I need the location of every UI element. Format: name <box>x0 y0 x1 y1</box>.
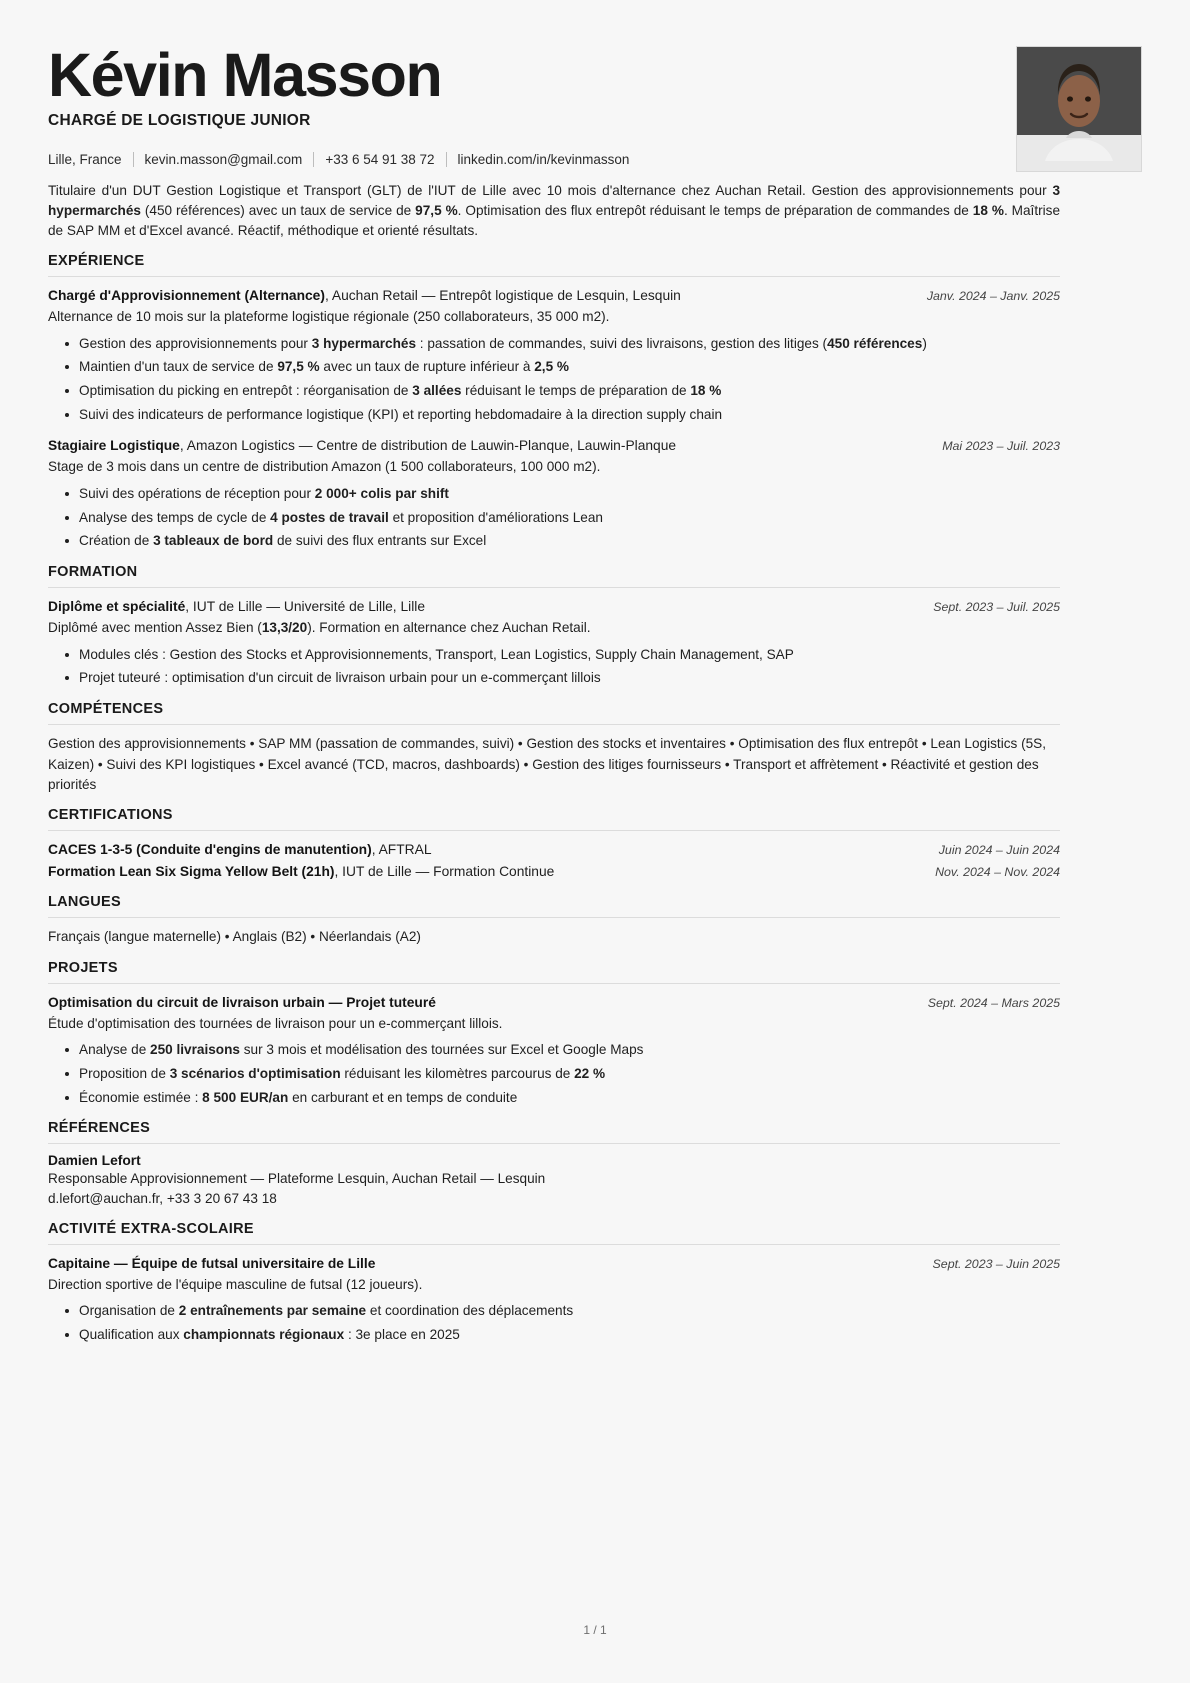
professional-summary <box>48 181 1060 241</box>
list-item <box>78 531 1060 552</box>
bullet-highlight: 3 hypermarchés <box>311 335 417 351</box>
contact-divider-icon <box>313 152 314 167</box>
list-item <box>78 668 1060 689</box>
section-references <box>48 1120 1060 1208</box>
summary-text: Titulaire d'un DUT Gestion Logistique et Transport (GLT) de l'IUT de Lille avec 10 mois d'alternance chez Auchan Retail. Gestion des approvisionnements pour <box>48 182 1053 198</box>
contact-line <box>48 152 1060 167</box>
section-heading-competences: COMPÉTENCES <box>48 701 164 718</box>
certification-name: CACES 1-3-5 (Conduite d'engins de manutention) <box>48 842 372 858</box>
bullet-text: Qualification aux <box>79 1327 184 1343</box>
bullet-highlight: 3 allées <box>412 383 462 399</box>
entry-bullet-list <box>48 1040 1060 1108</box>
list-item <box>78 334 1060 355</box>
job-title: CHARGÉ DE LOGISTIQUE JUNIOR <box>48 111 311 129</box>
project-entry <box>48 993 1060 1109</box>
list-item <box>78 381 1060 402</box>
list-item <box>78 484 1060 505</box>
extra-entry <box>48 1254 1060 1346</box>
entry-header <box>48 436 1060 456</box>
bullet-highlight: 4 postes de travail <box>270 509 389 525</box>
bullet-text: et coordination des déplacements <box>366 1303 574 1319</box>
summary-highlight: 18 % <box>972 202 1004 218</box>
bullet-text: avec un taux de rupture inférieur à <box>319 359 535 375</box>
entry-title <box>48 436 676 456</box>
entry-description: Alternance de 10 mois sur la plateforme logistique régionale (250 collaborateurs, 35 000 m2). <box>48 309 610 325</box>
bullet-highlight: 250 livraisons <box>150 1042 240 1058</box>
bullet-text: : passation de commandes, suivi des livraisons, gestion des litiges ( <box>416 335 828 351</box>
entry-date: Janv. 2024 – Janv. 2025 <box>926 289 1060 304</box>
entry-date: Sept. 2023 – Juil. 2025 <box>933 600 1060 615</box>
list-item <box>78 405 1060 426</box>
experience-entry <box>48 286 1060 425</box>
entry-title <box>48 597 425 617</box>
bullet-text: réduisant le temps de préparation de <box>461 383 691 399</box>
section-heading-projets: PROJETS <box>48 959 118 976</box>
list-item <box>78 357 1060 378</box>
entry-organisation: , Auchan Retail — Entrepôt logistique de Lesquin, Lesquin <box>324 288 681 304</box>
section-divider <box>48 1143 1060 1144</box>
contact-location: Lille, France <box>48 151 122 167</box>
entry-description <box>48 618 1060 638</box>
section-divider <box>48 1244 1060 1245</box>
bullet-highlight: 3 tableaux de bord <box>153 533 274 549</box>
section-formation <box>48 564 1060 689</box>
description-text: ). Formation en alternance chez Auchan Retail. <box>307 620 591 636</box>
contact-email[interactable]: kevin.masson@gmail.com <box>144 151 303 167</box>
bullet-text: Analyse de <box>79 1042 151 1058</box>
contact-linkedin[interactable]: linkedin.com/in/kevinmasson <box>457 151 630 167</box>
bullet-text: Proposition de <box>79 1066 170 1082</box>
certification-date: Juin 2024 – Juin 2024 <box>938 843 1060 858</box>
summary-highlight: 97,5 % <box>415 202 458 218</box>
bullet-text: Organisation de <box>79 1303 179 1319</box>
bullet-text: Économie estimée : <box>79 1089 203 1105</box>
description-text: Diplômé avec mention Assez Bien ( <box>48 620 262 636</box>
summary-text: . Maîtrise de SAP MM et d'Excel avancé. Réactif, méthodique et orienté résultats. <box>48 202 1061 238</box>
list-item <box>78 1325 1060 1346</box>
bullet-text: Optimisation du picking en entrepôt : réorganisation de <box>79 383 413 399</box>
extra-role: Capitaine — Équipe de futsal universitaire de Lille <box>48 1255 376 1271</box>
section-projets <box>48 960 1060 1109</box>
reference-name: Damien Lefort <box>48 1153 141 1169</box>
bullet-text: Création de <box>79 533 154 549</box>
certification-issuer: , IUT de Lille — Formation Continue <box>334 864 555 880</box>
section-heading-references: RÉFÉRENCES <box>48 1120 151 1137</box>
avatar <box>1016 46 1142 172</box>
list-item <box>78 508 1060 529</box>
bullet-text: : 3e place en 2025 <box>344 1327 460 1343</box>
page-title: Kévin Masson <box>48 41 442 109</box>
entry-description: Direction sportive de l'équipe masculine de futsal (12 joueurs). <box>48 1276 423 1292</box>
bullet-text: Gestion des approvisionnements pour <box>79 335 312 351</box>
entry-title <box>48 286 681 306</box>
section-heading-extra-scolaire: ACTIVITÉ EXTRA-SCOLAIRE <box>48 1220 254 1237</box>
description-highlight: 13,3/20 <box>261 620 308 636</box>
bullet-highlight: 2 entraînements par semaine <box>178 1303 367 1319</box>
entry-date: Mai 2023 – Juil. 2023 <box>942 439 1060 454</box>
skills-list: Gestion des approvisionnements • SAP MM (passation de commandes, suivi) • Gestion des stocks et inventaires • Optimisation des flux entrepôt • Lean Logistics (5S, Kaizen) • Suivi des KPI logistiques • Excel avancé (TCD, macros, dashboards) • Gestion des litiges fournisseurs • Transport et affrètement • Réactivité et gestion des priorités <box>48 736 1047 792</box>
entry-date: Sept. 2024 – Mars 2025 <box>927 995 1060 1010</box>
bullet-highlight: 22 % <box>574 1066 606 1082</box>
list-item <box>78 1064 1060 1085</box>
entry-degree: Diplôme et spécialité <box>48 599 186 615</box>
certification-issuer: , AFTRAL <box>371 842 432 858</box>
formation-entry <box>48 597 1060 689</box>
entry-header <box>48 993 1060 1013</box>
experience-entry <box>48 436 1060 552</box>
bullet-text: Projet tuteuré : optimisation d'un circuit de livraison urbain pour un e-commerçant lillois <box>79 670 601 686</box>
reference-contact: d.lefort@auchan.fr, +33 3 20 67 43 18 <box>48 1191 277 1207</box>
bullet-highlight: 3 scénarios d'optimisation <box>169 1066 341 1082</box>
bullet-highlight: championnats régionaux <box>183 1327 345 1343</box>
section-divider <box>48 983 1060 984</box>
bullet-highlight: 8 500 EUR/an <box>202 1089 289 1105</box>
entry-bullet-list <box>48 645 1060 689</box>
bullet-text: Modules clés : Gestion des Stocks et Approvisionnements, Transport, Lean Logistics, Supply Chain Management, SAP <box>79 646 794 662</box>
resume-header <box>48 41 1061 241</box>
section-heading-experience: EXPÉRIENCE <box>48 253 145 270</box>
entry-description: Stage de 3 mois dans un centre de distribution Amazon (1 500 collaborateurs, 100 000 m2). <box>48 459 601 475</box>
bullet-highlight: 97,5 % <box>277 359 320 375</box>
summary-highlight: 3 hypermarchés <box>48 182 1060 218</box>
bullet-highlight: 450 références <box>827 335 923 351</box>
bullet-text: Analyse des temps de cycle de <box>79 509 271 525</box>
section-heading-formation: FORMATION <box>48 564 138 581</box>
bullet-text: sur 3 mois et modélisation des tournées sur Excel et Google Maps <box>239 1042 644 1058</box>
list-item <box>78 645 1060 666</box>
entry-header <box>48 1254 1060 1274</box>
contact-divider-icon <box>133 152 134 167</box>
project-name: Optimisation du circuit de livraison urbain — Projet tuteuré <box>48 994 436 1010</box>
page-indicator: 1 / 1 <box>583 1623 607 1637</box>
bullet-text: réduisant les kilomètres parcourus de <box>340 1066 575 1082</box>
reference-role: Responsable Approvisionnement — Plateforme Lesquin, Auchan Retail — Lesquin <box>48 1171 546 1187</box>
section-langues <box>48 894 1060 947</box>
contact-divider-icon <box>446 152 447 167</box>
section-experience <box>48 253 1060 552</box>
section-divider <box>48 587 1060 588</box>
entry-bullet-list <box>48 1301 1060 1345</box>
entry-title <box>48 1254 375 1274</box>
section-extra-scolaire <box>48 1221 1060 1346</box>
certification-title <box>48 862 554 882</box>
summary-text: . Optimisation des flux entrepôt réduisant le temps de préparation de commandes de <box>457 202 973 218</box>
entry-date: Sept. 2023 – Juin 2025 <box>932 1256 1060 1271</box>
section-divider <box>48 724 1060 725</box>
entry-organisation: , IUT de Lille — Université de Lille, Lille <box>185 599 426 615</box>
list-item <box>78 1088 1060 1109</box>
bullet-text: ) <box>922 335 927 351</box>
section-certifications <box>48 807 1060 882</box>
entry-title <box>48 993 436 1013</box>
section-heading-certifications: CERTIFICATIONS <box>48 807 173 824</box>
list-item <box>78 1301 1060 1322</box>
bullet-highlight: 2,5 % <box>534 359 570 375</box>
entry-organisation: , Amazon Logistics — Centre de distribution de Lauwin-Planque, Lauwin-Planque <box>179 438 677 454</box>
languages-list: Français (langue maternelle) • Anglais (B2) • Néerlandais (A2) <box>48 929 421 945</box>
entry-role: Chargé d'Approvisionnement (Alternance) <box>48 288 325 304</box>
bullet-text: et proposition d'améliorations Lean <box>388 509 603 525</box>
summary-text: (450 références) avec un taux de service de <box>140 202 416 218</box>
bullet-text: en carburant et en temps de conduite <box>288 1089 518 1105</box>
bullet-highlight: 18 % <box>690 383 722 399</box>
certification-date: Nov. 2024 – Nov. 2024 <box>935 865 1060 880</box>
section-competences <box>48 701 1060 795</box>
bullet-text: Maintien d'un taux de service de <box>79 359 278 375</box>
section-divider <box>48 917 1060 918</box>
bullet-text: de suivi des flux entrants sur Excel <box>273 533 487 549</box>
bullet-text: Suivi des opérations de réception pour <box>79 486 315 502</box>
entry-bullet-list <box>48 484 1060 552</box>
contact-phone[interactable]: +33 6 54 91 38 72 <box>325 151 435 167</box>
bullet-text: Suivi des indicateurs de performance logistique (KPI) et reporting hebdomadaire à la direction supply chain <box>79 406 723 422</box>
entry-description: Étude d'optimisation des tournées de livraison pour un e-commerçant lillois. <box>48 1015 503 1031</box>
page-footer <box>0 1623 1190 1637</box>
section-divider <box>48 276 1060 277</box>
certification-row <box>48 862 1060 882</box>
section-divider <box>48 830 1060 831</box>
bullet-highlight: 2 000+ colis par shift <box>314 486 449 502</box>
entry-bullet-list <box>48 334 1060 426</box>
section-heading-langues: LANGUES <box>48 894 121 911</box>
certification-row <box>48 840 1060 860</box>
entry-header <box>48 286 1060 306</box>
certification-name: Formation Lean Six Sigma Yellow Belt (21h) <box>48 864 335 880</box>
list-item <box>78 1040 1060 1061</box>
entry-role: Stagiaire Logistique <box>48 438 180 454</box>
entry-header <box>48 597 1060 617</box>
certification-title <box>48 840 432 860</box>
